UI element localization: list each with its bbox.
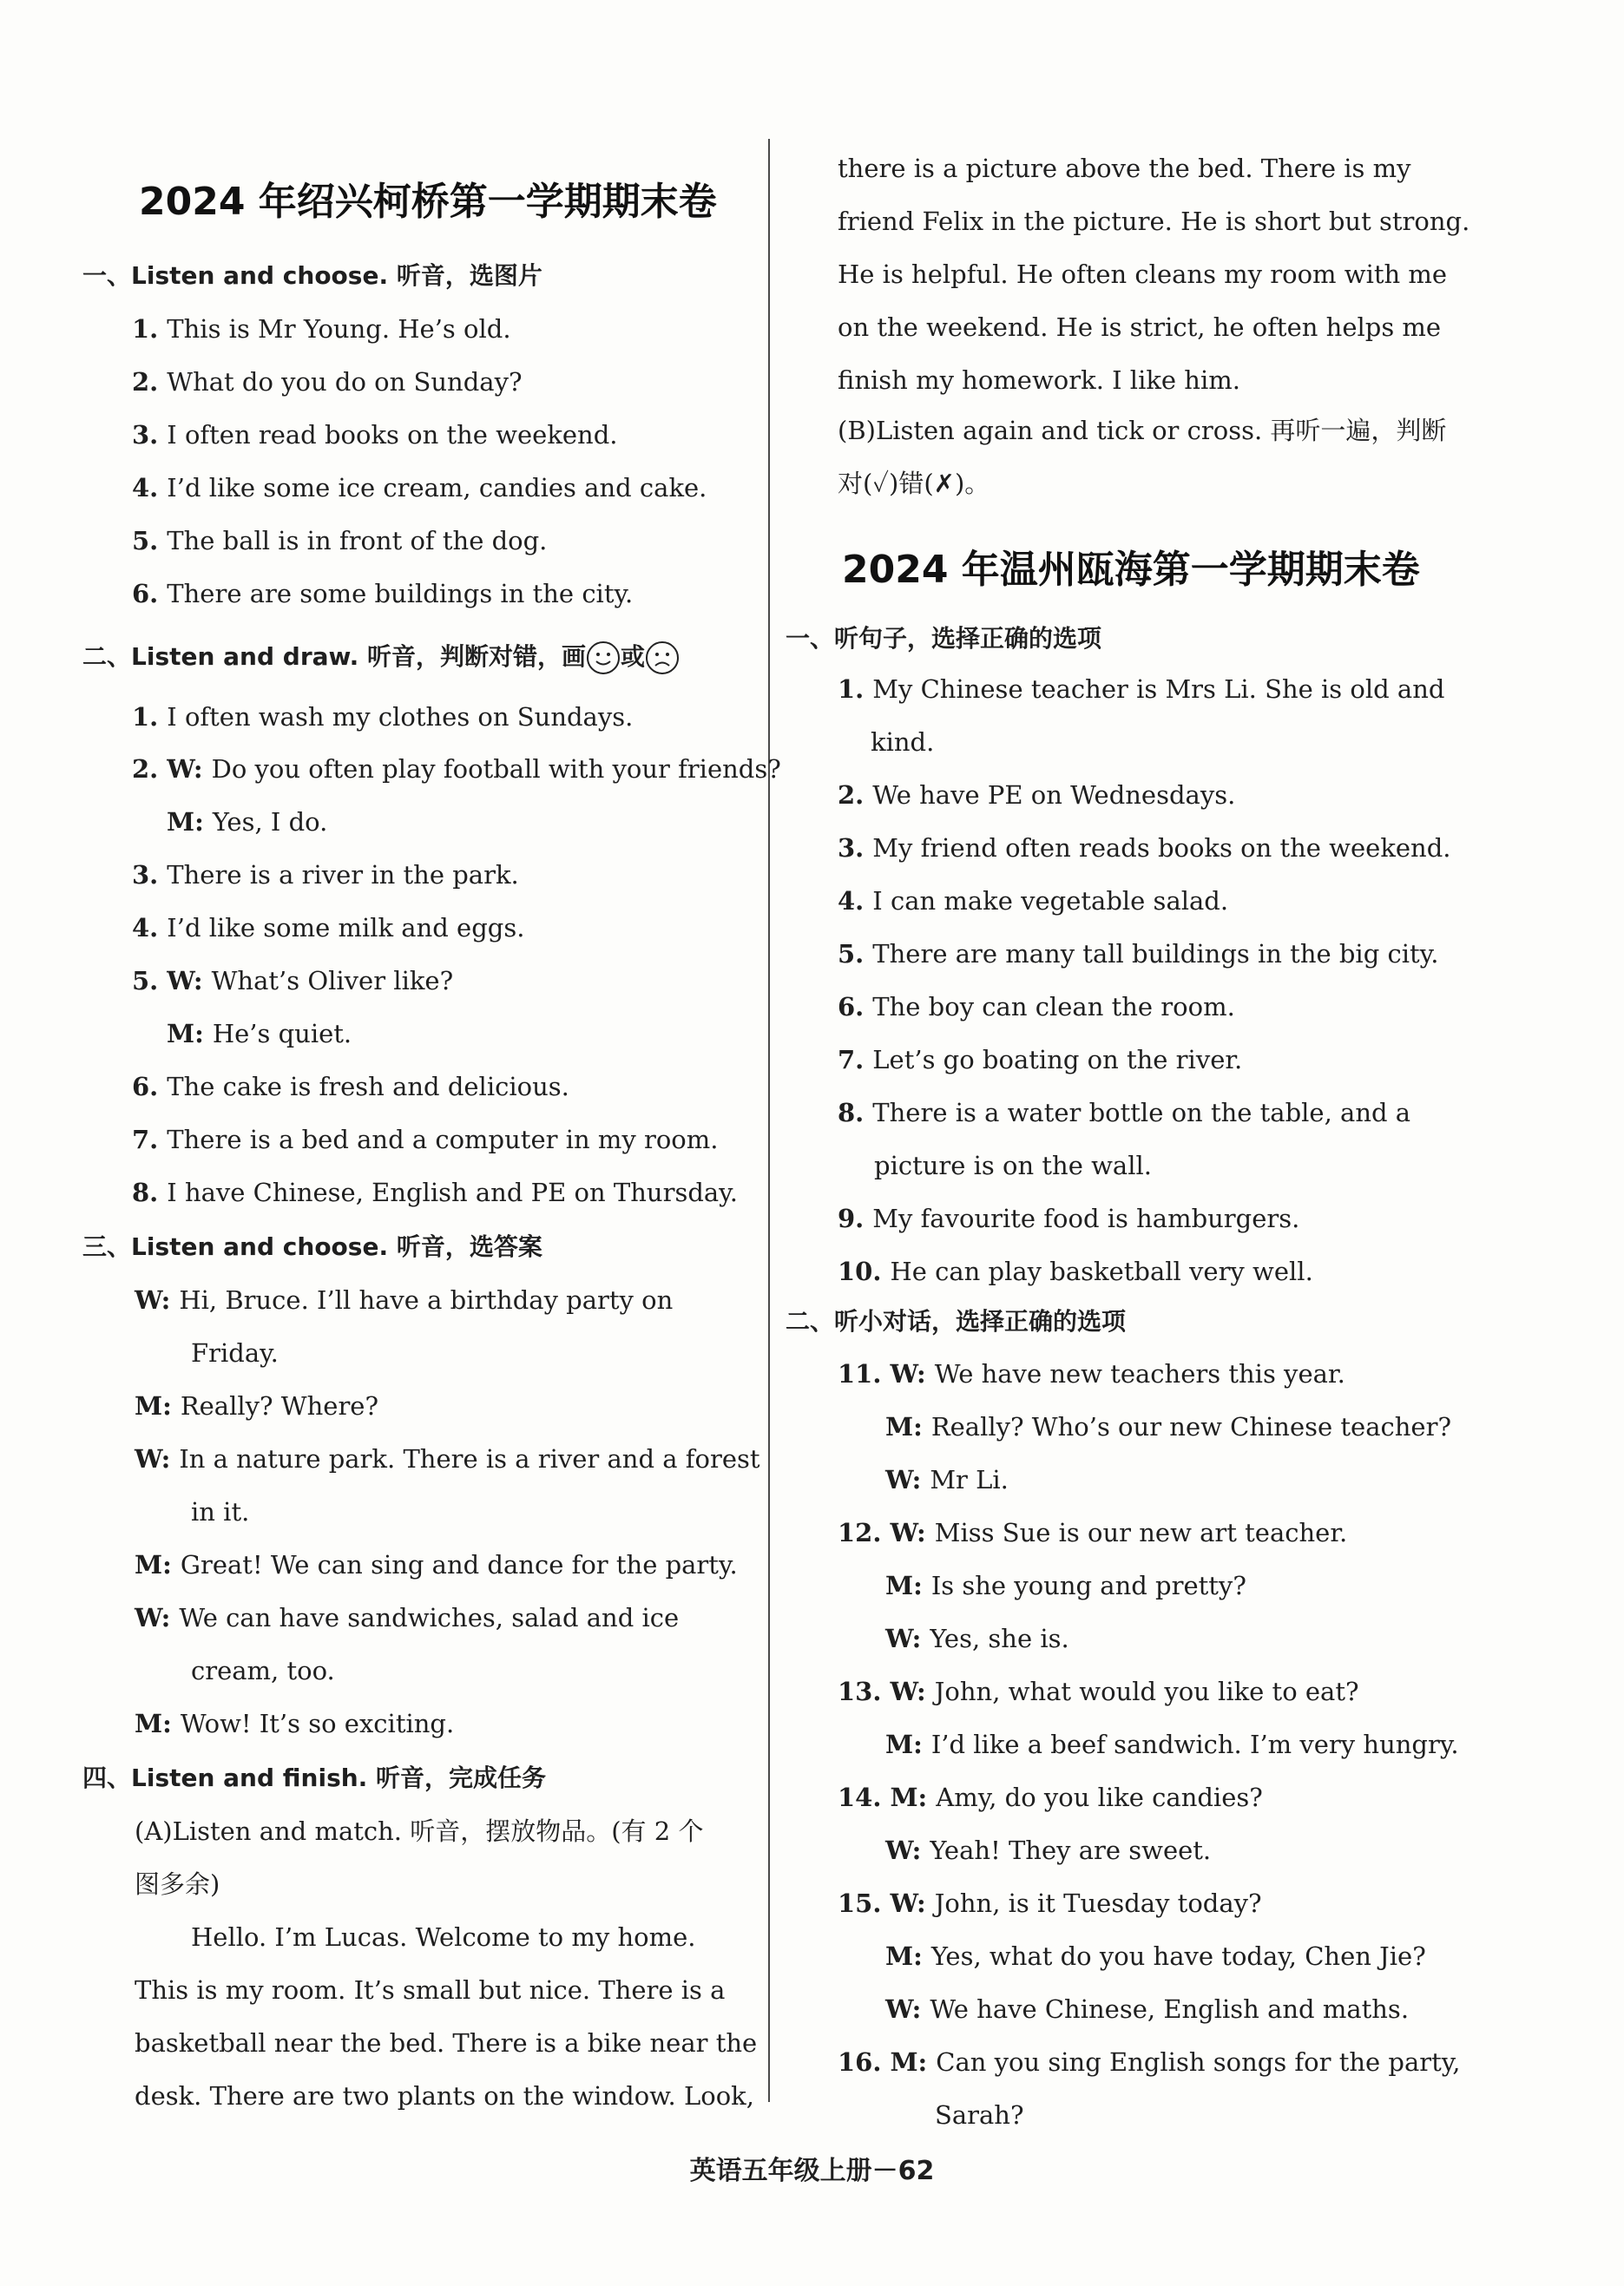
list-item: 4. I can make vegetable salad.	[838, 886, 1229, 916]
section-2-heading: 二、Listen and draw. 听音，判断对错，画 或	[82, 640, 680, 675]
dialogue-line: M: I’d like a beef sandwich. I’m very hungry.	[885, 1730, 1459, 1759]
list-item: picture is on the wall.	[874, 1151, 1152, 1180]
list-item: 6. The boy can clean the room.	[838, 992, 1235, 1021]
list-item: 3. There is a river in the park.	[132, 860, 519, 890]
dialogue-line: W: We have Chinese, English and maths.	[885, 1994, 1410, 2024]
list-item: 1. I often wash my clothes on Sundays.	[132, 702, 634, 732]
dialogue-line: 11. W: We have new teachers this year.	[838, 1359, 1345, 1389]
sad-face-icon	[645, 640, 680, 675]
passage-line: finish my homework. I like him.	[838, 365, 1240, 395]
list-item: 4. I’d like some milk and eggs.	[132, 913, 525, 943]
dialogue-line: W: In a nature park. There is a river and a forest	[135, 1444, 760, 1474]
passage-line: there is a picture above the bed. There is my	[838, 154, 1411, 183]
dialogue-line: M: Great! We can sing and dance for the party.	[135, 1550, 738, 1580]
passage-line: desk. There are two plants on the window. Look,	[135, 2081, 754, 2111]
list-item: 2. What do you do on Sunday?	[132, 367, 523, 397]
dialogue-line: 16. M: Can you sing English songs for the party,	[838, 2047, 1461, 2077]
list-item: 1. My Chinese teacher is Mrs Li. She is old and	[838, 674, 1445, 704]
dialogue-line: W: Hi, Bruce. I’ll have a birthday party on	[135, 1285, 674, 1315]
dialogue-line: M: Yes, what do you have today, Chen Jie?	[885, 1941, 1426, 1971]
list-item: 9. My favourite food is hamburgers.	[838, 1204, 1300, 1233]
list-item: 3. I often read books on the weekend.	[132, 420, 618, 450]
list-item: 4. I’d like some ice cream, candies and cake.	[132, 473, 707, 503]
passage-line: He is helpful. He often cleans my room with me	[838, 259, 1448, 289]
dialogue-line: 14. M: Amy, do you like candies?	[838, 1783, 1263, 1812]
list-item: 8. There is a water bottle on the table, and a	[838, 1098, 1411, 1127]
list-item: 5. There are many tall buildings in the big city.	[838, 939, 1439, 969]
list-item: 8. I have Chinese, English and PE on Thursday.	[132, 1178, 738, 1207]
instruction-line: 对(✓)错(✗)。	[838, 469, 990, 498]
dialogue-line: 15. W: John, is it Tuesday today?	[838, 1889, 1262, 1918]
list-item: 5. W: What’s Oliver like?	[132, 966, 454, 995]
passage-line: friend Felix in the picture. He is short but strong.	[838, 207, 1470, 236]
list-item: kind.	[871, 727, 935, 757]
dialogue-line: M: He’s quiet.	[167, 1019, 352, 1048]
dialogue-line: M: Really? Where?	[135, 1391, 379, 1421]
page-footer: 英语五年级上册－62	[689, 2156, 935, 2186]
dialogue-line: Sarah?	[935, 2100, 1024, 2130]
instruction-line: (B)Listen again and tick or cross. 再听一遍，判断	[838, 416, 1447, 445]
dialogue-line: W: We can have sandwiches, salad and ice	[135, 1603, 680, 1632]
section-3-heading: 三、Listen and choose. 听音，选答案	[82, 1232, 542, 1261]
passage-line: on the weekend. He is strict, he often helps me	[838, 312, 1442, 342]
passage-line: This is my room. It’s small but nice. There is a	[135, 1975, 726, 2005]
list-item: 6. The cake is fresh and delicious.	[132, 1072, 569, 1101]
exam-title-ouhai: 2024 年温州瓯海第一学期期末卷	[842, 548, 1420, 592]
list-item: 2. We have PE on Wednesdays.	[838, 780, 1236, 810]
dialogue-line: Friday.	[191, 1338, 279, 1368]
dialogue-line: M: Wow! It’s so exciting.	[135, 1709, 455, 1738]
smiley-face-icon	[586, 640, 621, 675]
section-4-heading: 四、Listen and finish. 听音，完成任务	[82, 1764, 547, 1792]
dialogue-line: W: Mr Li.	[885, 1465, 1009, 1494]
list-item: 3. My friend often reads books on the weekend.	[838, 833, 1451, 863]
list-item: 1. This is Mr Young. He’s old.	[132, 314, 511, 344]
dialogue-line: M: Really? Who’s our new Chinese teacher?	[885, 1412, 1451, 1442]
passage-line: basketball near the bed. There is a bike near the	[135, 2028, 758, 2058]
dialogue-line: W: Yeah! They are sweet.	[885, 1836, 1212, 1865]
dialogue-line: 13. W: John, what would you like to eat?	[838, 1677, 1359, 1706]
section-2-heading: 二、听小对话，选择正确的选项	[786, 1307, 1127, 1336]
passage-line: Hello. I’m Lucas. Welcome to my home.	[191, 1922, 696, 1952]
dialogue-line: M: Yes, I do.	[167, 807, 328, 837]
list-item: 5. The ball is in front of the dog.	[132, 526, 548, 555]
dialogue-line: M: Is she young and pretty?	[885, 1571, 1246, 1600]
list-item: 2. W: Do you often play football with your friends?	[132, 754, 781, 784]
dialogue-line: W: Yes, she is.	[885, 1624, 1069, 1653]
dialogue-line: in it.	[191, 1497, 250, 1527]
list-item: 7. There is a bed and a computer in my room.	[132, 1125, 719, 1154]
instruction-line: (A)Listen and match. 听音，摆放物品。(有 2 个	[135, 1816, 704, 1846]
column-divider	[768, 139, 770, 2102]
list-item: 6. There are some buildings in the city.	[132, 579, 634, 608]
exam-title-keqiao: 2024 年绍兴柯桥第一学期期末卷	[139, 180, 717, 224]
dialogue-line: 12. W: Miss Sue is our new art teacher.	[838, 1518, 1348, 1547]
instruction-line: 图多余)	[135, 1869, 220, 1899]
list-item: 10. He can play basketball very well.	[838, 1257, 1313, 1286]
section-1-heading: 一、Listen and choose. 听音，选图片	[82, 261, 542, 290]
list-item: 7. Let’s go boating on the river.	[838, 1045, 1243, 1074]
section-1-heading: 一、听句子，选择正确的选项	[786, 624, 1102, 653]
dialogue-line: cream, too.	[191, 1656, 335, 1685]
